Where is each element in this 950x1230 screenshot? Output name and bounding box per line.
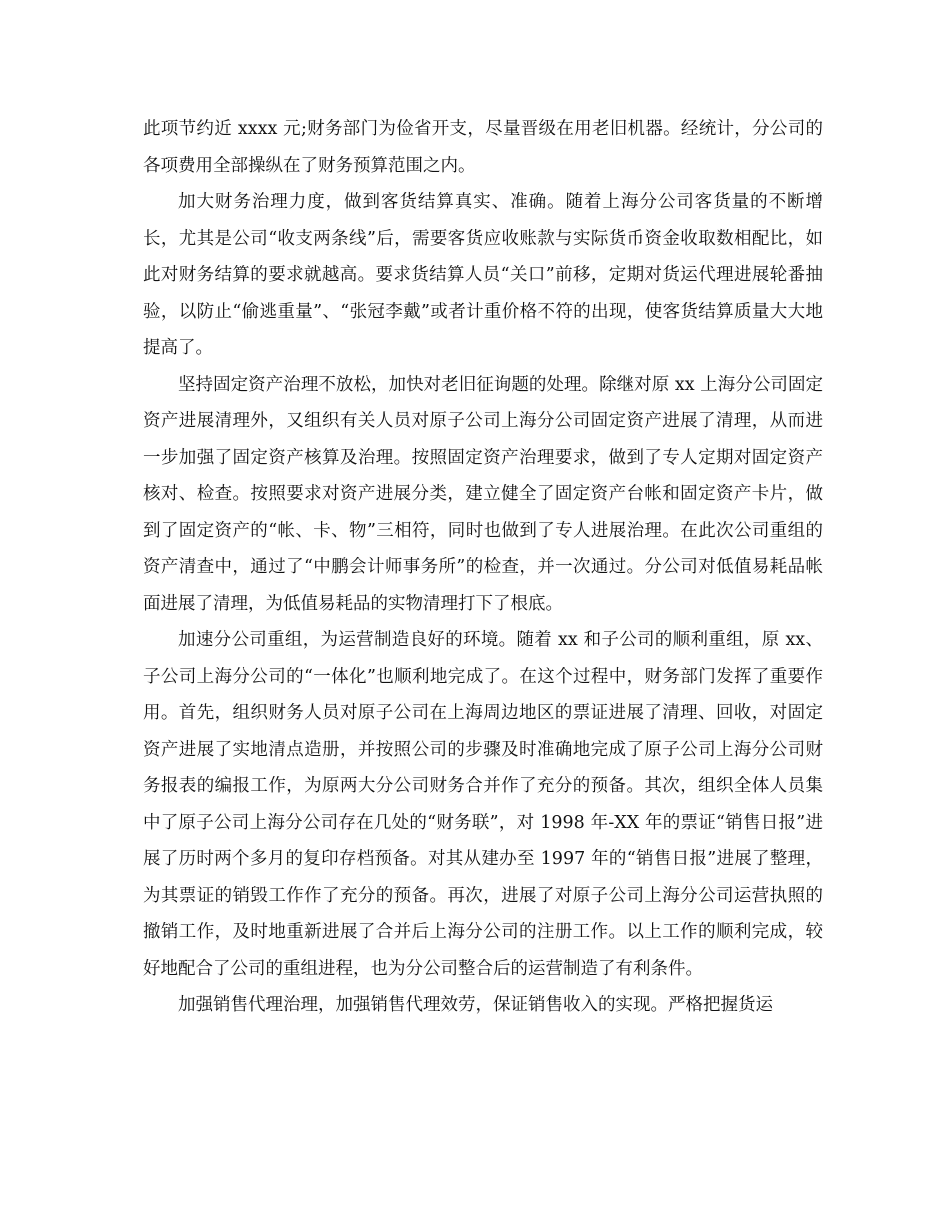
paragraph-budget-control: 此项节约近 xxxx 元;财务部门为俭省开支，尽量晋级在用老旧机器。经统计，分公司的各项费用全部操纵在了财务预算范围之内。: [143, 119, 823, 176]
paragraph-settlement-management: 加大财务治理力度，做到客货结算真实、准确。随着上海分公司客货量的不断增长，尤其是公司“收支两条线”后，需要客货应收账款与实际货币资金收取数相配比，如此对财务结算的要求就越高。要求货结算人员“关口”前移，定期对货运代理进展轮番抽验，以防止“偷逃重量”、“张冠李戴”或者计重价格不符的出现，使客货结算质量大大地提高了。: [143, 192, 823, 358]
document-body: [143, 111, 823, 1024]
paragraph-sales-agency: 加强销售代理治理，加强销售代理效劳，保证销售收入的实现。严格把握货运: [178, 995, 773, 1015]
paragraph-company-restructuring: 加速分公司重组，为运营制造良好的环境。随着 xx 和子公司的顺利重组，原 xx、子公司上海分公司的“一体化”也顺利地完成了。在这个过程中，财务部门发挥了重要作用。首先，组织财务人员对原子公司在上海周边地区的票证进展了清理、回收，对固定资产进展了实地清点造册，并按照公司的步骤及时准确地完成了原子公司上海分公司财务报表的编报工作，为原两大分公司财务合并作了充分的预备。其次，组织全体人员集中了原子公司上海分公司存在几处的“财务联”，对 1998 年-XX 年的票证“销售日报”进展了历时两个多月的复印存档预备。对其从建办至 1997 年的“销售日报”进展了整理，为其票证的销毁工作作了充分的预备。再次，进展了对原子公司上海分公司运营执照的撤销工作，及时地重新进展了合并后上海分公司的注册工作。以上工作的顺利完成，较好地配合了公司的重组进程，也为分公司整合后的运营制造了有利条件。: [143, 630, 823, 979]
paragraph-fixed-assets: 坚持固定资产治理不放松，加快对老旧征询题的处理。除继对原 xx 上海分公司固定资产进展清理外，又组织有关人员对原子公司上海分公司固定资产进展了清理，从而进一步加强了固定资产核算及治理。按照固定资产治理要求，做到了专人定期对固定资产核对、检查。按照要求对资产进展分类，建立健全了固定资产台帐和固定资产卡片，做到了固定资产的“帐、卡、物”三相符，同时也做到了专人进展治理。在此次公司重组的资产清查中，通过了“中鹏会计师事务所”的检查，并一次通过。分公司对低值易耗品帐面进展了清理，为低值易耗品的实物清理打下了根底。: [143, 374, 823, 614]
